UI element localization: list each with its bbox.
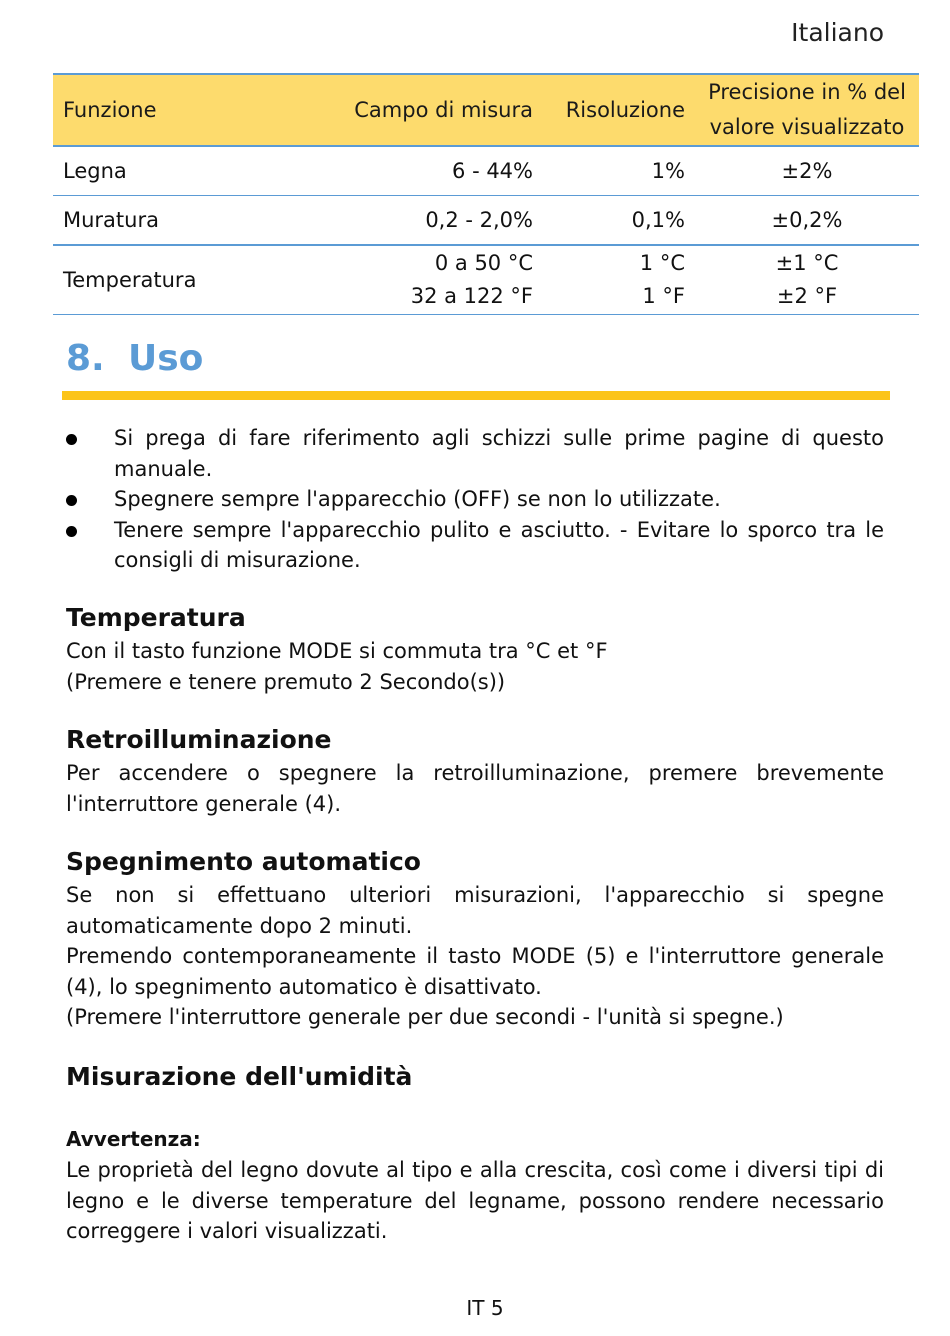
cell-resolution: 1% xyxy=(543,146,695,196)
spec-table xyxy=(53,73,919,315)
cell-resolution xyxy=(543,245,695,315)
list-item-text: Si prega di fare riferimento agli schizzi sulle prime pagine di questo manuale. xyxy=(114,426,884,481)
cell-range xyxy=(313,245,543,315)
bullet-icon xyxy=(66,526,77,537)
language-label: Italiano xyxy=(791,18,884,47)
cell-resolution: 0,1% xyxy=(543,196,695,246)
cell-precision: ±0,2% xyxy=(695,196,919,246)
header-precision-line: Precisione in % del xyxy=(708,80,906,104)
table-row xyxy=(53,196,919,246)
cell-precision: ±2% xyxy=(695,146,919,196)
table-header-row xyxy=(53,74,919,146)
section-divider xyxy=(62,391,890,400)
retroilluminazione-text: Per accendere o spegnere la retroilluminazione, premere brevemente l'interruttore generale (4). xyxy=(66,761,884,816)
section-title-text: Uso xyxy=(128,338,204,379)
spegnimento-paragraph: Se non si effettuano ulteriori misurazioni, l'apparecchio si spegne automaticamente dopo 2 minuti. xyxy=(66,883,884,938)
spegnimento-text xyxy=(66,880,884,1033)
section-title xyxy=(66,338,203,379)
header-precision-line: valore visualizzato xyxy=(709,115,905,139)
list-item xyxy=(66,484,884,515)
temperatura-line: (Premere e tenere premuto 2 Secondo(s)) xyxy=(66,669,506,694)
header-resolution: Risoluzione xyxy=(543,74,695,146)
list-item xyxy=(66,515,884,576)
cell-function: Temperatura xyxy=(53,245,313,315)
bullet-icon xyxy=(66,495,77,506)
spegnimento-paragraph: Premendo contemporaneamente il tasto MODE (5) e l'interruttore generale (4), lo spegnimento automatico è disattivato. xyxy=(66,944,884,999)
list-item xyxy=(66,423,884,484)
temperatura-line: Con il tasto funzione MODE si commuta tra °C et °F xyxy=(66,639,608,663)
cell-function: Muratura xyxy=(53,196,313,246)
header-function: Funzione xyxy=(53,74,313,146)
header-precision xyxy=(695,74,919,146)
section-number: 8. xyxy=(66,338,105,379)
cell-precision xyxy=(695,245,919,315)
temperatura-text xyxy=(66,636,884,697)
heading-retroilluminazione: Retroilluminazione xyxy=(66,725,332,754)
page-number: IT 5 xyxy=(466,1296,504,1320)
list-item-text: Spegnere sempre l'apparecchio (OFF) se non lo utilizzate. xyxy=(114,487,721,511)
list-item-text: Tenere sempre l'apparecchio pulito e asciutto. - Evitare lo sporco tra le consigli di misurazione. xyxy=(114,517,884,572)
cell-resolution-line: 1 °F xyxy=(642,284,685,308)
spegnimento-paragraph: (Premere l'interruttore generale per due secondi - l'unità si spegne.) xyxy=(66,1005,784,1029)
cell-range-line: 0 a 50 °C xyxy=(434,251,533,275)
header-range: Campo di misura xyxy=(313,74,543,146)
cell-range: 6 - 44% xyxy=(313,146,543,196)
cell-resolution-line: 1 °C xyxy=(639,251,685,275)
warning-text: Le proprietà del legno dovute al tipo e alla crescita, così come i diversi tipi di legno e le diverse temperature del legname, possono rendere necessario correggere i valori visualizzati. xyxy=(66,1158,884,1243)
heading-umidita: Misurazione dell'umidità xyxy=(66,1062,413,1091)
table-row xyxy=(53,245,919,315)
heading-spegnimento: Spegnimento automatico xyxy=(66,847,421,876)
warning-label: Avvertenza: xyxy=(66,1127,201,1151)
heading-temperatura: Temperatura xyxy=(66,603,246,632)
cell-function: Legna xyxy=(53,146,313,196)
cell-precision-line: ±1 °C xyxy=(775,251,839,275)
table-row xyxy=(53,146,919,196)
cell-range: 0,2 - 2,0% xyxy=(313,196,543,246)
usage-bullet-list xyxy=(66,423,884,576)
cell-range-line: 32 a 122 °F xyxy=(410,284,533,308)
bullet-icon xyxy=(66,434,77,445)
cell-precision-line: ±2 °F xyxy=(776,284,838,308)
